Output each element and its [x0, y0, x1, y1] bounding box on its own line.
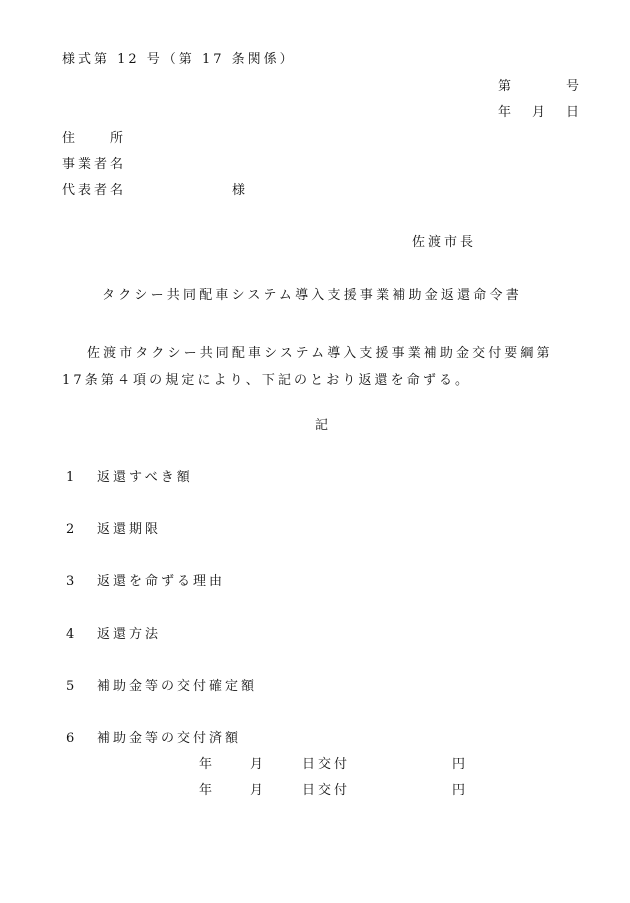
document-title: タクシー共同配車システム導入支援事業補助金返還命令書 — [102, 288, 522, 303]
representative-label: 代表者名 — [62, 183, 127, 198]
payment-row-1-year: 年 — [199, 757, 216, 772]
item-4-label: 返還方法 — [97, 627, 162, 642]
payment-row-2-yen: 円 — [452, 783, 469, 798]
body-line-1: 佐渡市タクシー共同配車システム導入支援事業補助金交付要綱第 — [87, 346, 553, 361]
form-number: 様式第 12 号（第 17 条関係） — [62, 52, 296, 67]
item-2-label: 返還期限 — [97, 522, 162, 537]
body-text — [62, 340, 586, 394]
date-day: 日 — [566, 105, 583, 120]
address-label: 住 所 — [62, 131, 127, 146]
doc-number-suffix: 号 — [566, 79, 583, 94]
ki-heading: 記 — [315, 418, 332, 433]
payment-row-2-day-issued: 日交付 — [302, 783, 351, 798]
business-name-label: 事業者名 — [62, 157, 127, 172]
date-month: 月 — [532, 105, 549, 120]
body-line-2: 17条第４項の規定により、下記のとおり返還を命ずる。 — [62, 373, 472, 388]
item-2-number: 2 — [66, 522, 78, 537]
payment-row-1-day-issued: 日交付 — [302, 757, 351, 772]
payment-row-1-yen: 円 — [452, 757, 469, 772]
payment-row-2-month: 月 — [250, 783, 267, 798]
item-3-number: 3 — [66, 574, 78, 589]
item-1-label: 返還すべき額 — [97, 470, 193, 485]
item-4-number: 4 — [66, 627, 78, 642]
item-6-label: 補助金等の交付済額 — [97, 731, 242, 746]
item-6-number: 6 — [66, 731, 78, 746]
item-3-label: 返還を命ずる理由 — [97, 574, 226, 589]
payment-row-2-year: 年 — [199, 783, 216, 798]
honorific: 様 — [232, 183, 249, 198]
item-5-label: 補助金等の交付確定額 — [97, 679, 258, 694]
issuer-name: 佐渡市長 — [412, 235, 477, 250]
payment-row-1-month: 月 — [250, 757, 267, 772]
doc-number-prefix: 第 — [498, 79, 515, 94]
date-year: 年 — [498, 105, 515, 120]
item-1-number: 1 — [66, 470, 78, 485]
item-5-number: 5 — [66, 679, 78, 694]
